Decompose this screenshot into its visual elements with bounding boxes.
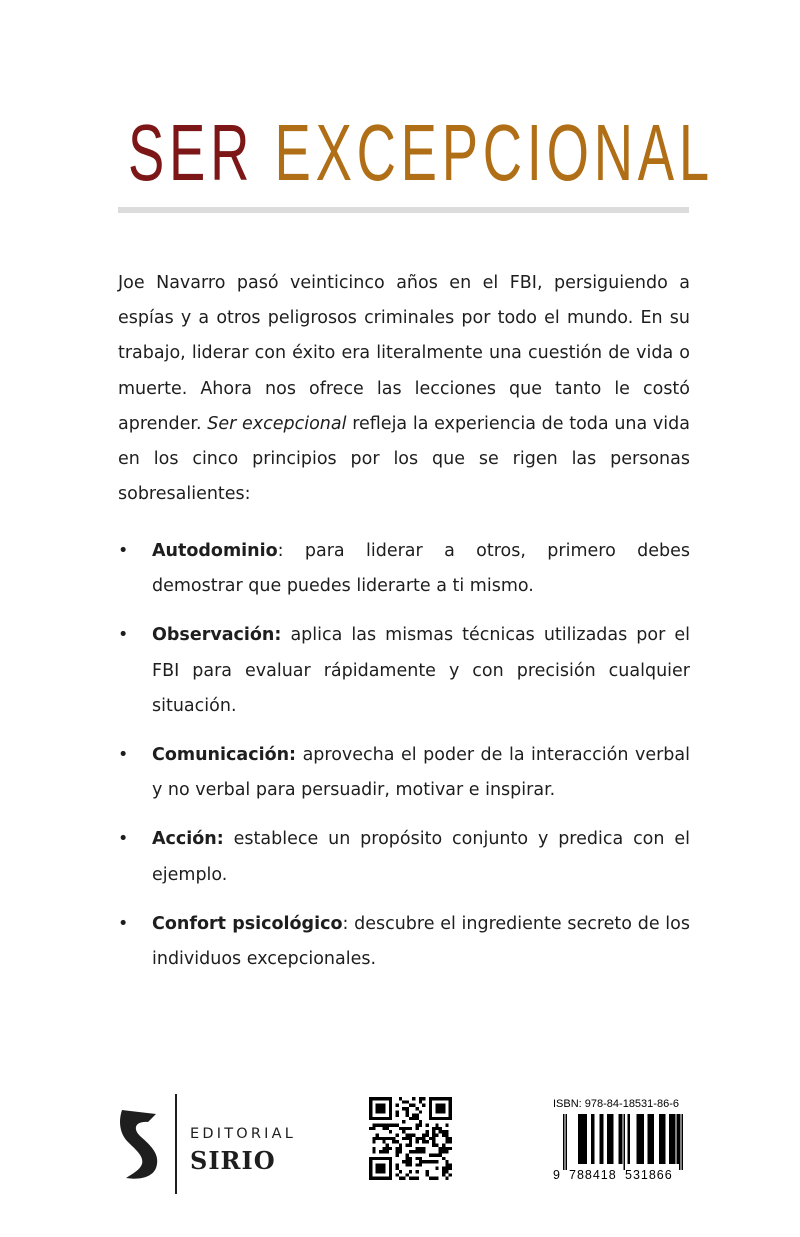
title-word-ser: SER: [128, 108, 255, 197]
principle-text: : para liderar a otros, primero debes demostrar que puedes liderarte a ti mismo.: [152, 541, 690, 597]
publisher-logo: [118, 1094, 318, 1194]
intro-paragraph: [118, 266, 690, 512]
title-divider: [118, 207, 689, 213]
publisher-divider: [175, 1094, 177, 1194]
barcode-icon: [563, 1114, 683, 1170]
publisher-line-editorial: EDITORIAL: [190, 1126, 297, 1142]
principle-text: aprovecha el poder de la interacción verbal y no verbal para persuadir, motivar e inspirar.: [152, 745, 690, 801]
isbn-barcode-block: [553, 1098, 683, 1188]
intro-text-1: Joe Navarro pasó veinticinco años en el FBI, persiguiendo a espías y a otros peligrosos criminales por todo el mundo. En su trabajo, liderar con éxito era literalmente una cuestión de vida o muerte. Ahora nos ofrece las lecciones que tanto le costó aprender.: [118, 273, 690, 434]
principle-term: Acción:: [152, 829, 224, 850]
list-item-autodominio: [118, 534, 690, 604]
swan-s-icon: [118, 1108, 162, 1180]
list-item-comunicacion: [118, 738, 690, 808]
principle-term: Comunicación:: [152, 745, 297, 766]
principle-text: : descubre el ingrediente secreto de los individuos excepcionales.: [152, 913, 690, 970]
book-title: [128, 108, 714, 198]
principle-term: Observación:: [152, 625, 282, 646]
bullet-dot: •: [118, 829, 129, 850]
principles-list: [118, 534, 690, 991]
principle-text: aplica las mismas técnicas utilizadas por el FBI para evaluar rápidamente y con precisión cualquier situación.: [152, 625, 690, 716]
title-word-excepcional: EXCEPCIONAL: [274, 108, 714, 197]
isbn-label: ISBN: 978-84-18531-86-6: [553, 1098, 679, 1110]
isbn-digits-group-2: 531866: [625, 1168, 673, 1182]
bullet-dot: •: [118, 745, 129, 766]
list-item-confort-psicologico: [118, 907, 690, 977]
isbn-digit-first: 9: [553, 1168, 560, 1182]
bullet-dot: •: [118, 913, 129, 934]
intro-text-2: refleja la experiencia de toda una vida en los cinco principios por los que se rigen las personas sobresalientes:: [118, 413, 690, 505]
list-item-accion: [118, 822, 690, 892]
principle-term: Confort psicológico: [152, 913, 343, 934]
bullet-dot: •: [118, 541, 129, 561]
principle-text: establece un propósito conjunto y predica con el ejemplo.: [152, 829, 690, 885]
qr-code-icon: [369, 1097, 452, 1180]
bullet-dot: •: [118, 625, 129, 646]
principle-term: Autodominio: [152, 541, 278, 561]
publisher-line-sirio: SIRIO: [190, 1146, 276, 1175]
intro-book-title-italic: Ser excepcional: [207, 413, 347, 434]
isbn-digits-group-1: 788418: [569, 1168, 617, 1182]
list-item-observacion: [118, 618, 690, 724]
